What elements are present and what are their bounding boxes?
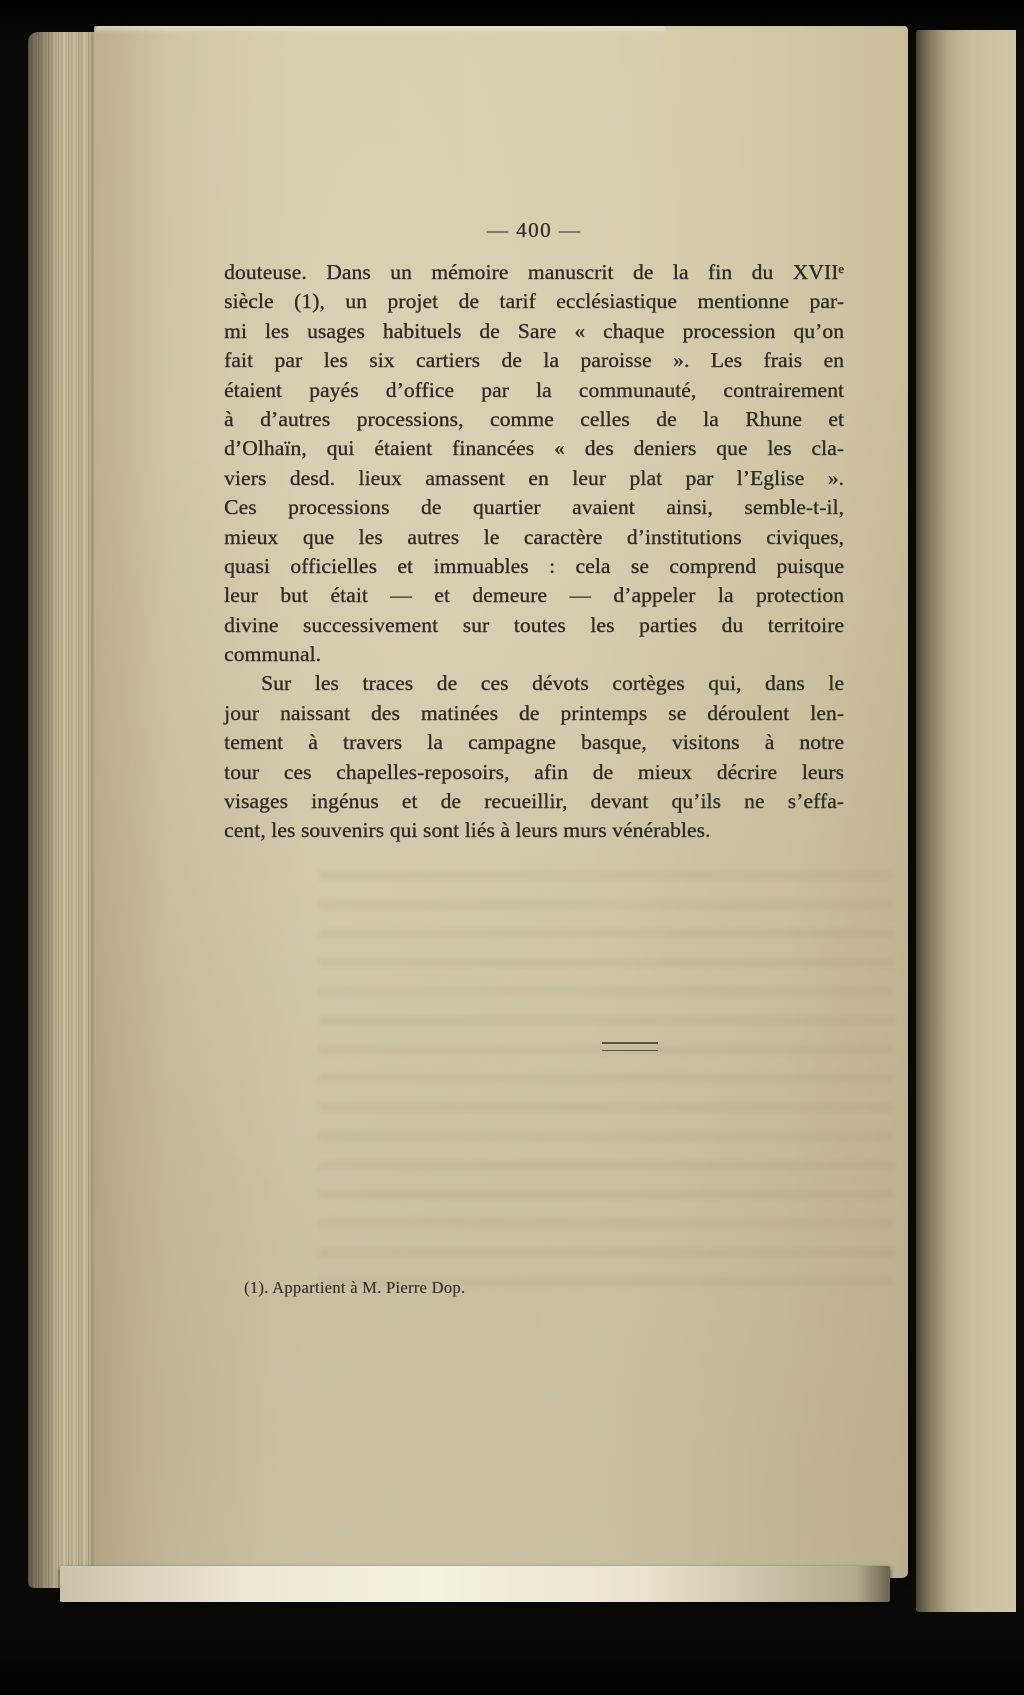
text-line: fait par les six cartiers de la paroisse ». Les frais en bbox=[224, 348, 844, 373]
adjacent-page-edge bbox=[916, 30, 1016, 1612]
text-line: communal. bbox=[224, 642, 322, 667]
text-line: leur but était — et demeure — d’appeler la protection bbox=[224, 583, 844, 608]
text-line: étaient payés d’office par la communauté, contrairement bbox=[224, 377, 844, 402]
text-line: quasi officielles et immuables : cela se comprend puisque bbox=[224, 553, 844, 578]
page-text-block bbox=[224, 258, 844, 846]
book-page bbox=[94, 26, 908, 1578]
page-show-through bbox=[319, 861, 894, 1291]
text-line: jour naissant des matinées de printemps se déroulent len- bbox=[224, 700, 844, 725]
text-line: Ces processions de quartier avaient ainsi, semble-t-il, bbox=[224, 495, 844, 520]
text-line: mi les usages habituels de Sare « chaque procession qu’on bbox=[224, 318, 844, 343]
text-line: cent, les souvenirs qui sont liés à leurs murs vénérables. bbox=[224, 818, 711, 843]
text-line: divine successivement sur toutes les parties du territoire bbox=[224, 612, 844, 637]
page-number: — 400 — bbox=[486, 218, 582, 242]
text-line: viers desd. lieux amassent en leur plat par l’Eglise ». bbox=[224, 465, 844, 490]
book-page-edges-bottom bbox=[60, 1566, 890, 1602]
text-line: visages ingénus et de recueillir, devant qu’ils ne s’effa- bbox=[224, 789, 844, 814]
text-line: Sur les traces de ces dévots cortèges qui, dans le bbox=[261, 671, 844, 696]
section-separator-rule bbox=[602, 1042, 658, 1051]
text-line: douteuse. Dans un mémoire manuscrit de la fin du XVIIᵉ bbox=[224, 260, 844, 284]
text-line: tour ces chapelles-reposoirs, afin de mieux décrire leurs bbox=[224, 759, 844, 784]
paragraph bbox=[224, 669, 844, 845]
text-line: tement à travers la campagne basque, visitons à notre bbox=[224, 730, 844, 755]
paragraph bbox=[224, 258, 844, 669]
text-line: à d’autres processions, comme celles de la Rhune et bbox=[224, 406, 844, 431]
text-line: d’Olhaïn, qui étaient financées « des deniers que les cla- bbox=[224, 436, 844, 461]
text-line: mieux que les autres le caractère d’institutions civiques, bbox=[224, 524, 844, 549]
text-line: siècle (1), un projet de tarif ecclésiastique mentionne par- bbox=[224, 289, 844, 314]
footnote: (1). Appartient à M. Pierre Dop. bbox=[244, 1278, 466, 1297]
